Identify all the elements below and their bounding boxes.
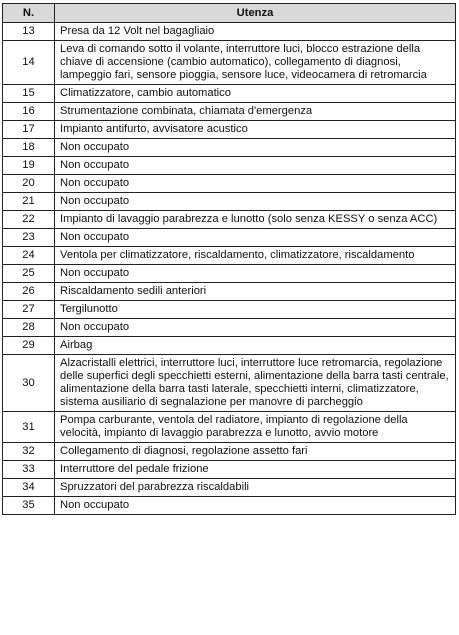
table-row xyxy=(3,157,456,175)
table-row xyxy=(3,497,456,515)
fuse-number: 15 xyxy=(3,85,55,103)
fuse-consumer: Non occupato xyxy=(55,193,456,211)
table-row xyxy=(3,121,456,139)
table-row xyxy=(3,355,456,412)
table-row xyxy=(3,175,456,193)
fuse-number: 14 xyxy=(3,41,55,85)
fuse-number: 13 xyxy=(3,23,55,41)
fuse-number: 19 xyxy=(3,157,55,175)
fuse-number: 24 xyxy=(3,247,55,265)
fuse-number: 27 xyxy=(3,301,55,319)
fuse-consumer: Climatizzatore, cambio automatico xyxy=(55,85,456,103)
fuse-consumer: Tergilunotto xyxy=(55,301,456,319)
fuse-number: 21 xyxy=(3,193,55,211)
fuse-assignment-table xyxy=(2,3,456,515)
fuse-consumer: Airbag xyxy=(55,337,456,355)
fuse-consumer: Non occupato xyxy=(55,319,456,337)
fuse-consumer: Non occupato xyxy=(55,497,456,515)
fuse-consumer: Non occupato xyxy=(55,157,456,175)
fuse-number: 16 xyxy=(3,103,55,121)
table-row xyxy=(3,41,456,85)
fuse-consumer: Collegamento di diagnosi, regolazione assetto fari xyxy=(55,443,456,461)
fuse-number: 31 xyxy=(3,412,55,443)
fuse-consumer: Non occupato xyxy=(55,265,456,283)
fuse-number: 35 xyxy=(3,497,55,515)
table-row xyxy=(3,301,456,319)
fuse-consumer: Non occupato xyxy=(55,175,456,193)
fuse-number: 17 xyxy=(3,121,55,139)
table-row xyxy=(3,461,456,479)
table-body xyxy=(3,23,456,515)
table-row xyxy=(3,283,456,301)
fuse-consumer: Impianto di lavaggio parabrezza e lunotto (solo senza KESSY o senza ACC) xyxy=(55,211,456,229)
fuse-consumer: Strumentazione combinata, chiamata d'emergenza xyxy=(55,103,456,121)
fuse-number: 18 xyxy=(3,139,55,157)
fuse-number: 29 xyxy=(3,337,55,355)
table-row xyxy=(3,337,456,355)
table-row xyxy=(3,85,456,103)
table-header-row xyxy=(3,4,456,23)
table-row xyxy=(3,193,456,211)
table-row xyxy=(3,229,456,247)
fuse-consumer: Ventola per climatizzatore, riscaldamento, climatizzatore, riscaldamento xyxy=(55,247,456,265)
fuse-consumer: Non occupato xyxy=(55,139,456,157)
table-row xyxy=(3,412,456,443)
fuse-consumer: Non occupato xyxy=(55,229,456,247)
fuse-number: 32 xyxy=(3,443,55,461)
fuse-number: 30 xyxy=(3,355,55,412)
fuse-number: 22 xyxy=(3,211,55,229)
table-row xyxy=(3,265,456,283)
fuse-number: 34 xyxy=(3,479,55,497)
fuse-consumer: Alzacristalli elettrici, interruttore luci, interruttore luce retromarcia, regolazione delle superfici degli specchietti esterni, alimentazione della barra tasti centrale, alimentazione della barra tasti laterale, specchietti interni, climatizzatore, sistema ausiliario di segnalazione per manovre di parcheggio xyxy=(55,355,456,412)
fuse-consumer: Impianto antifurto, avvisatore acustico xyxy=(55,121,456,139)
table-row xyxy=(3,247,456,265)
fuse-consumer: Presa da 12 Volt nel bagagliaio xyxy=(55,23,456,41)
table-row xyxy=(3,23,456,41)
fuse-number: 28 xyxy=(3,319,55,337)
header-number: N. xyxy=(3,4,55,23)
fuse-consumer: Pompa carburante, ventola del radiatore, impianto di regolazione della velocità, impianto di lavaggio parabrezza e lunotto, avvio motore xyxy=(55,412,456,443)
table-row xyxy=(3,139,456,157)
fuse-number: 25 xyxy=(3,265,55,283)
table-row xyxy=(3,211,456,229)
fuse-number: 26 xyxy=(3,283,55,301)
header-description: Utenza xyxy=(55,4,456,23)
table-row xyxy=(3,103,456,121)
table-row xyxy=(3,443,456,461)
fuse-consumer: Spruzzatori del parabrezza riscaldabili xyxy=(55,479,456,497)
fuse-number: 23 xyxy=(3,229,55,247)
table-row xyxy=(3,479,456,497)
fuse-number: 20 xyxy=(3,175,55,193)
fuse-consumer: Leva di comando sotto il volante, interruttore luci, blocco estrazione della chiave di accensione (cambio automatico), collegamento di diagnosi, lampeggio fari, sensore pioggia, sensore luce, videocamera di retromarcia xyxy=(55,41,456,85)
table-row xyxy=(3,319,456,337)
fuse-consumer: Riscaldamento sedili anteriori xyxy=(55,283,456,301)
fuse-consumer: Interruttore del pedale frizione xyxy=(55,461,456,479)
fuse-number: 33 xyxy=(3,461,55,479)
